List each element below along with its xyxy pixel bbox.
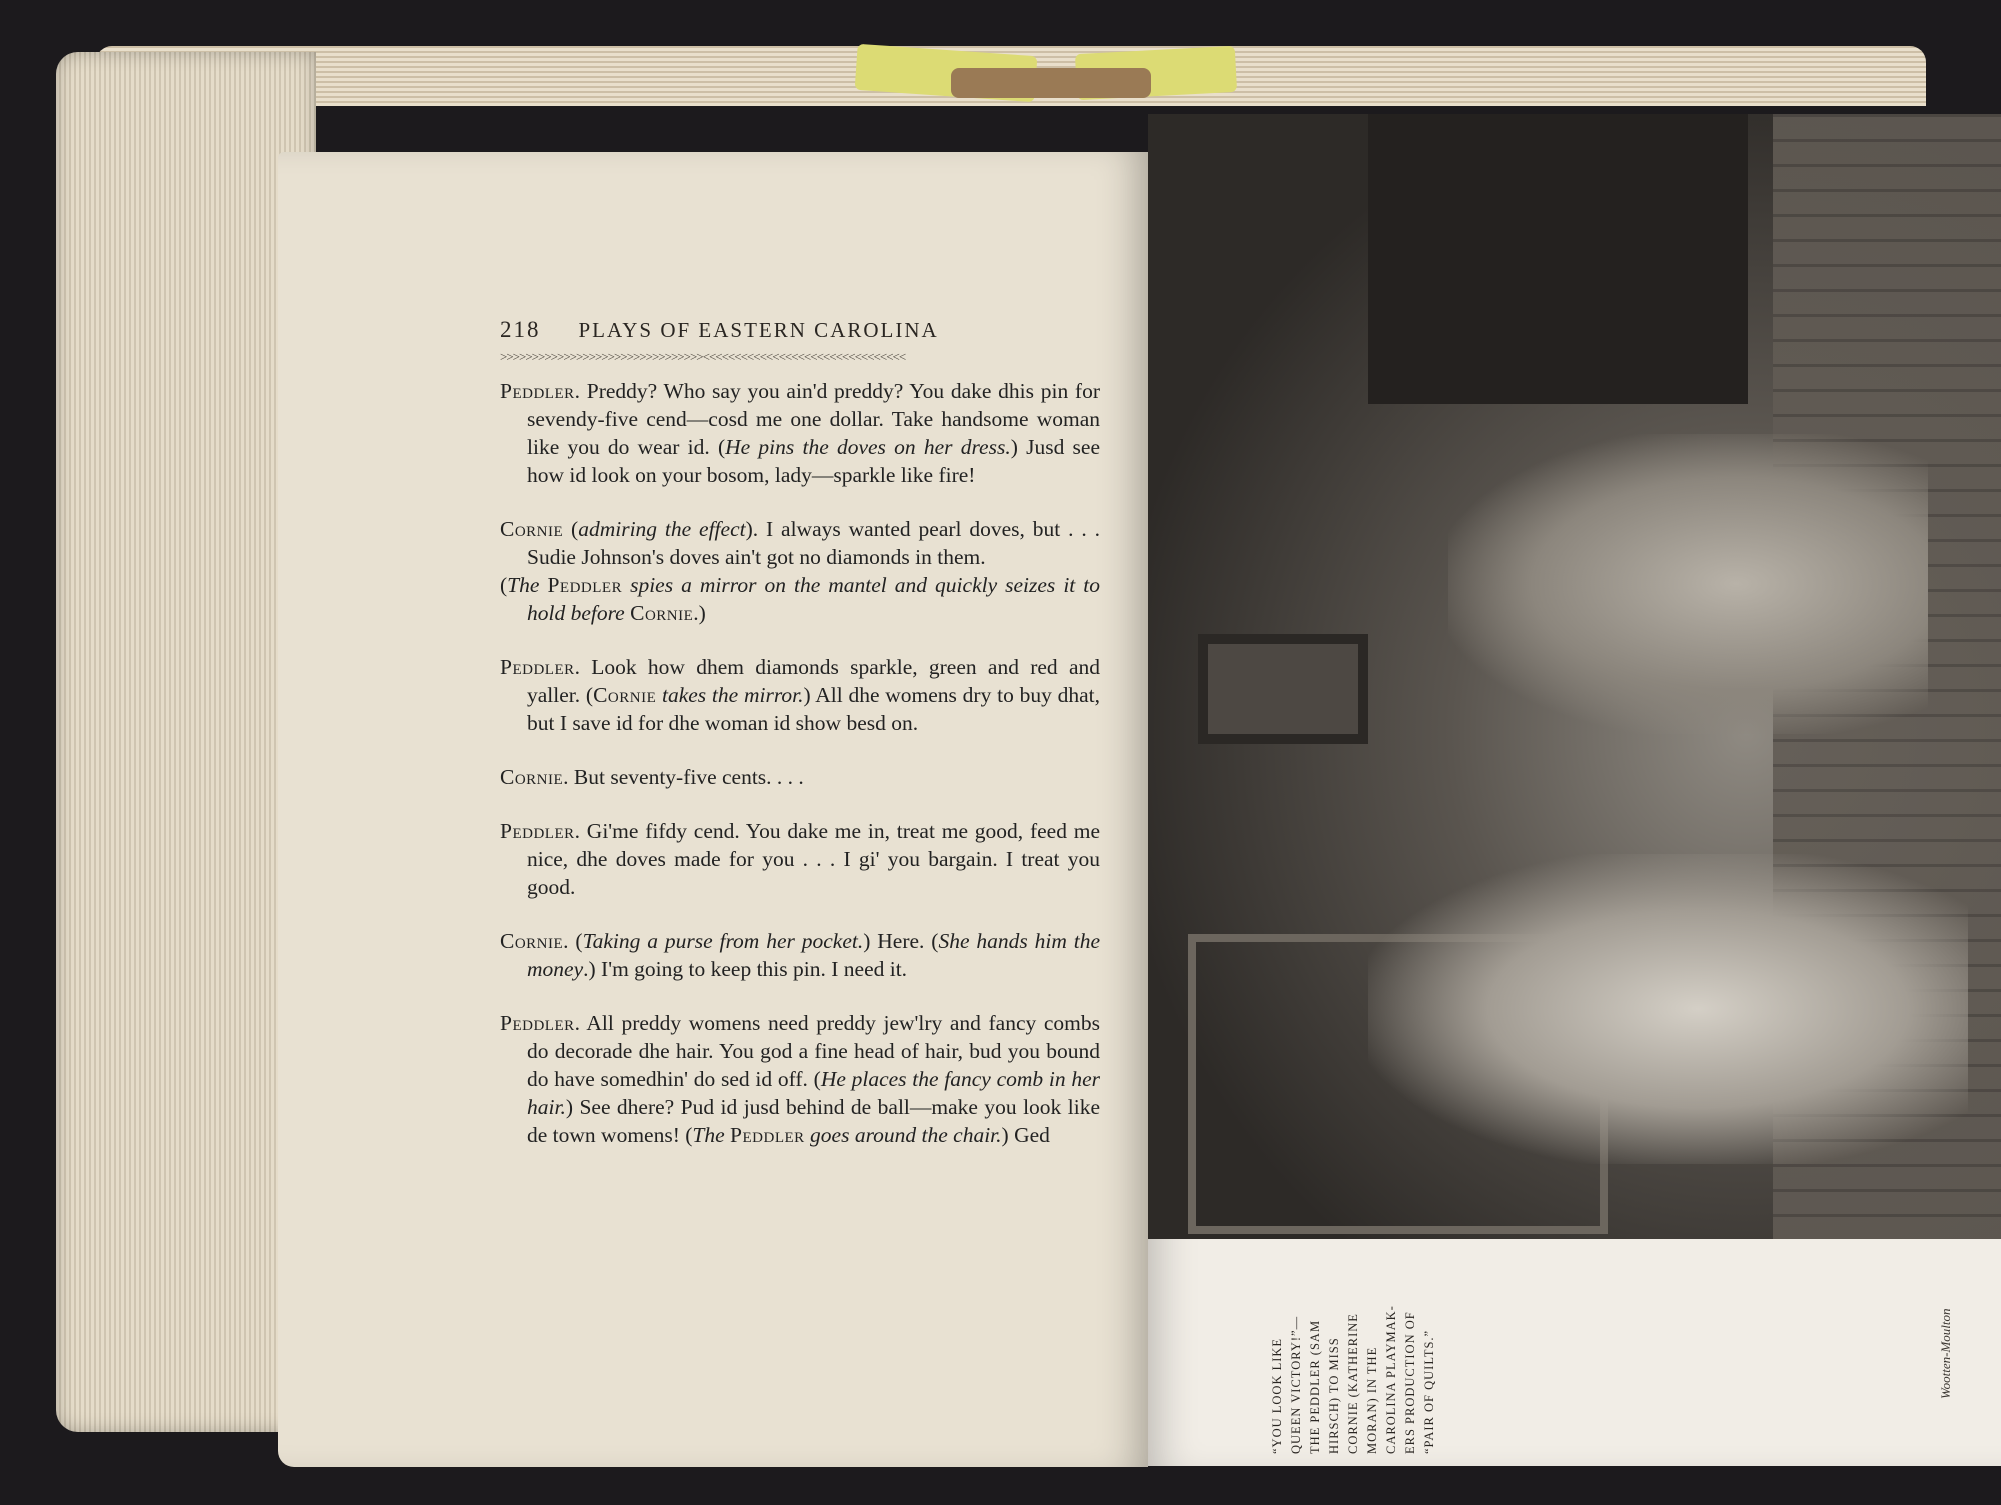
- page-number: 218: [500, 317, 541, 342]
- running-head: [500, 317, 1100, 343]
- caption-line: ERS PRODUCTION OF: [1403, 1311, 1417, 1454]
- photo-wall-picture: [1198, 634, 1368, 744]
- italic-text: The: [692, 1123, 731, 1147]
- text-segment: . All preddy womens need preddy jew'lry and fancy combs do decorade dhe hair. You god a fine head of hair, bud you bound do have somedhin' do sed id off. (: [527, 1011, 1100, 1091]
- photo-mantel: [1368, 114, 1748, 404]
- character-name: Cornie: [593, 683, 657, 707]
- stage-direction: [500, 571, 1100, 627]
- photo-figure-peddler: [1368, 854, 1968, 1164]
- text-segment: . Look how dhem diamonds sparkle, green and red and yaller. (: [527, 655, 1100, 707]
- caption-line: QUEEN VICTORY!”—: [1289, 1315, 1303, 1454]
- running-title: PLAYS OF EASTERN CAROLINA: [578, 318, 939, 342]
- caption-line: “PAIR OF QUILTS.”: [1422, 1329, 1436, 1454]
- caption-line: THE PEDDLER (SAM: [1308, 1319, 1322, 1454]
- text-segment: .): [693, 601, 706, 625]
- photo-caption: [1268, 1254, 1468, 1454]
- text-segment: . Gi'me fifdy cend. You dake me in, treat me good, feed me nice, dhe doves made for you . . . I gi' you bargain. I treat you good.: [527, 819, 1100, 899]
- stage-photograph: [1148, 114, 2001, 1239]
- text-segment: ) Ged: [1001, 1123, 1050, 1147]
- character-name: Cornie: [630, 601, 694, 625]
- text-segment: . Preddy? Who say you ain'd preddy? You dake dhis pin for sevendy-five cend—cosd me one dollar. Take handsome woman like you do wear id. (: [527, 379, 1100, 459]
- ornamental-rule: >>>>>>>>>>>>>>>>>>>>>>>>>>>>>>>><<<<<<<<<<<<<<<<<<<<<<<<<<<<<<<<: [500, 352, 906, 362]
- italic-text: admiring the effect: [578, 517, 746, 541]
- dialogue-paragraph: [500, 515, 1100, 571]
- text-segment: ) Here. (: [863, 929, 939, 953]
- character-name: Peddler: [547, 573, 623, 597]
- speaker-name: Peddler: [500, 1011, 575, 1035]
- page-edges: [56, 52, 316, 1432]
- dialogue-paragraph: [500, 817, 1100, 901]
- speaker-name: Cornie: [500, 765, 564, 789]
- speaker-name: Cornie: [500, 929, 564, 953]
- speaker-name: Peddler: [500, 379, 575, 403]
- dialogue-paragraph: [500, 763, 1100, 791]
- italic-text: The: [507, 573, 548, 597]
- dialogue-paragraph: [500, 1009, 1100, 1149]
- text-segment: (: [563, 517, 579, 541]
- caption-line: MORAN) IN THE: [1365, 1346, 1379, 1454]
- text-segment: . But seventy-five cents. . . .: [563, 765, 804, 789]
- caption-line: “YOU LOOK LIKE: [1270, 1337, 1284, 1454]
- caption-line: CORNIE (KATHERINE: [1346, 1313, 1360, 1454]
- italic-text: spies a mirror on the mantel and quickly seizes it to hold before: [527, 573, 1101, 625]
- photo-credit: Wootten-Moulton: [1938, 1308, 1953, 1399]
- text-segment: ) All dhe womens dry to buy dhat, but I save id for dhe woman id show besd on.: [527, 683, 1100, 735]
- caption-line: HIRSCH) TO MISS: [1327, 1337, 1341, 1454]
- photo-figure-cornie: [1448, 434, 1928, 734]
- speaker-name: Peddler: [500, 655, 575, 679]
- caption-line: CAROLINA PLAYMAK-: [1384, 1305, 1398, 1454]
- dialogue-paragraph: [500, 927, 1100, 983]
- speaker-name: Cornie: [500, 517, 564, 541]
- italic-text: takes the mirror.: [656, 683, 804, 707]
- text-segment: (: [500, 573, 508, 597]
- right-page: [1148, 114, 2001, 1466]
- text-segment: . (: [563, 929, 583, 953]
- headband: [951, 68, 1151, 98]
- dialogue-paragraph: [500, 653, 1100, 737]
- open-book: [56, 52, 1956, 1472]
- italic-text: He pins the doves on her dress.: [725, 435, 1011, 459]
- text-segment: ). I always wanted pearl doves, but . . . Sudie Johnson's doves ain't got no diamonds in them.: [527, 517, 1100, 569]
- dialogue-paragraph: [500, 377, 1100, 489]
- italic-text: Taking a purse from her pocket.: [582, 929, 864, 953]
- left-page: [278, 152, 1148, 1467]
- text-segment: ) Jusd see how id look on your bosom, lady—sparkle like fire!: [527, 435, 1100, 487]
- italic-text: She hands him the money: [527, 929, 1101, 981]
- dialogue-text: [500, 377, 1100, 1175]
- text-segment: .) I'm going to keep this pin. I need it.: [583, 957, 908, 981]
- text-segment: ) See dhere? Pud id jusd behind de ball—make you look like de town womens! (: [527, 1095, 1100, 1147]
- character-name: Peddler: [730, 1123, 805, 1147]
- italic-text: goes around the chair.: [804, 1123, 1002, 1147]
- italic-text: He places the fancy comb in her hair.: [527, 1067, 1100, 1119]
- speaker-name: Peddler: [500, 819, 575, 843]
